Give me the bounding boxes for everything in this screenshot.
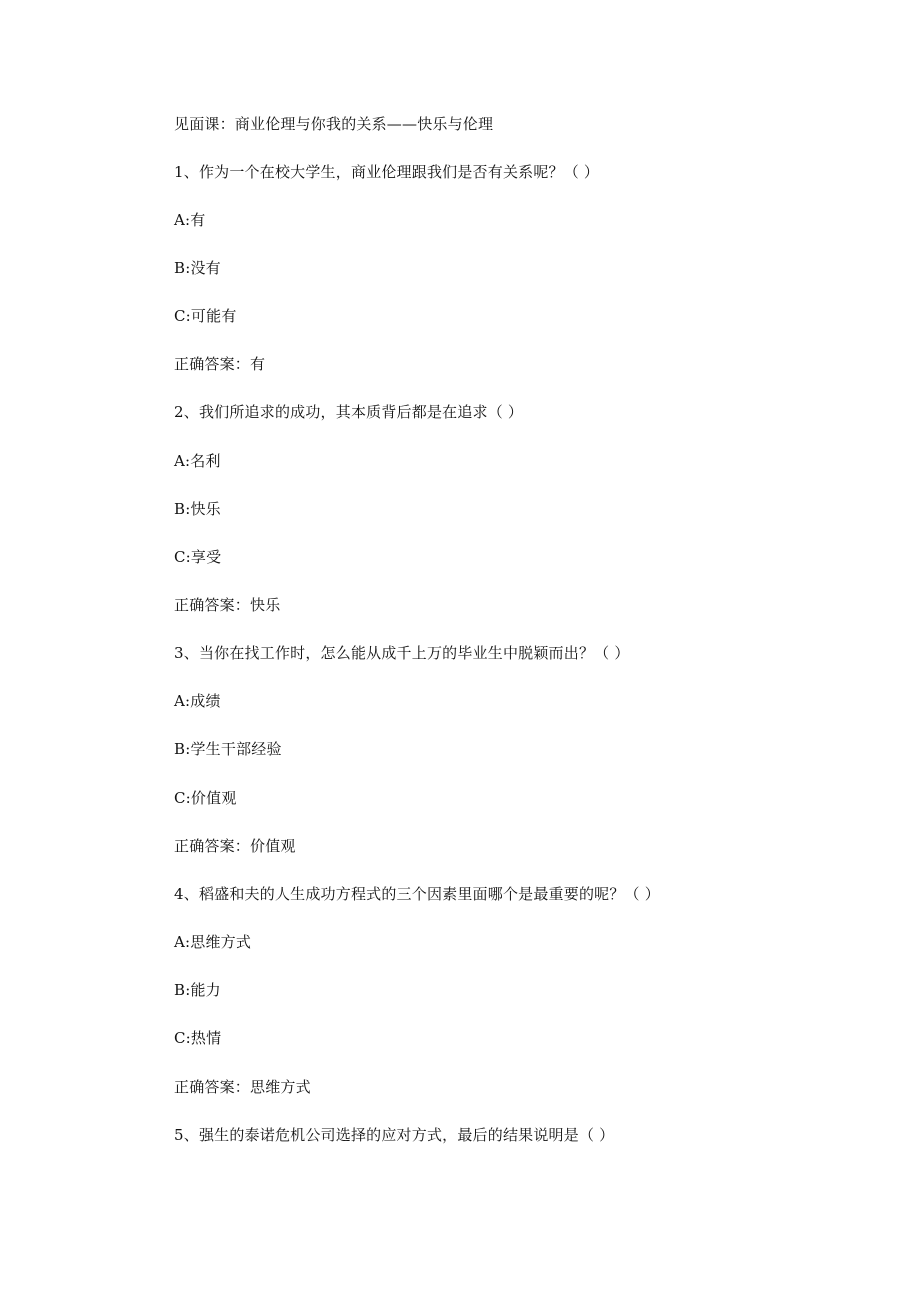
question-3-answer: 正确答案：价值观 [174,837,296,855]
question-3-option-c: C:价值观 [174,789,237,807]
question-1-answer: 正确答案：有 [174,355,266,373]
question-2-option-c: C:享受 [174,548,222,566]
question-1-option-c: C:可能有 [174,307,237,325]
question-1-option-a: A:有 [174,211,206,229]
question-4-answer: 正确答案：思维方式 [174,1078,311,1096]
question-1-option-b: B:没有 [174,259,221,277]
question-5-text: 5、强生的泰诺危机公司选择的应对方式，最后的结果说明是（ ） [174,1126,615,1144]
question-2-option-b: B:快乐 [174,500,221,518]
question-4-option-a: A:思维方式 [174,933,252,951]
question-2-text: 2、我们所追求的成功，其本质背后都是在追求（ ） [174,403,524,421]
question-4-option-b: B:能力 [174,981,221,999]
question-3-option-b: B:学生干部经验 [174,740,282,758]
question-1-text: 1、作为一个在校大学生，商业伦理跟我们是否有关系呢？（ ） [174,163,600,181]
question-4-text: 4、稻盛和夫的人生成功方程式的三个因素里面哪个是最重要的呢？（ ） [174,885,660,903]
question-3-text: 3、当你在找工作时，怎么能从成千上万的毕业生中脱颖而出？（ ） [174,644,630,662]
question-2-answer: 正确答案：快乐 [174,596,281,614]
question-2-option-a: A:名利 [174,452,221,470]
document-title: 见面课：商业伦理与你我的关系——快乐与伦理 [174,115,494,133]
question-4-option-c: C:热情 [174,1029,222,1047]
question-3-option-a: A:成绩 [174,692,221,710]
